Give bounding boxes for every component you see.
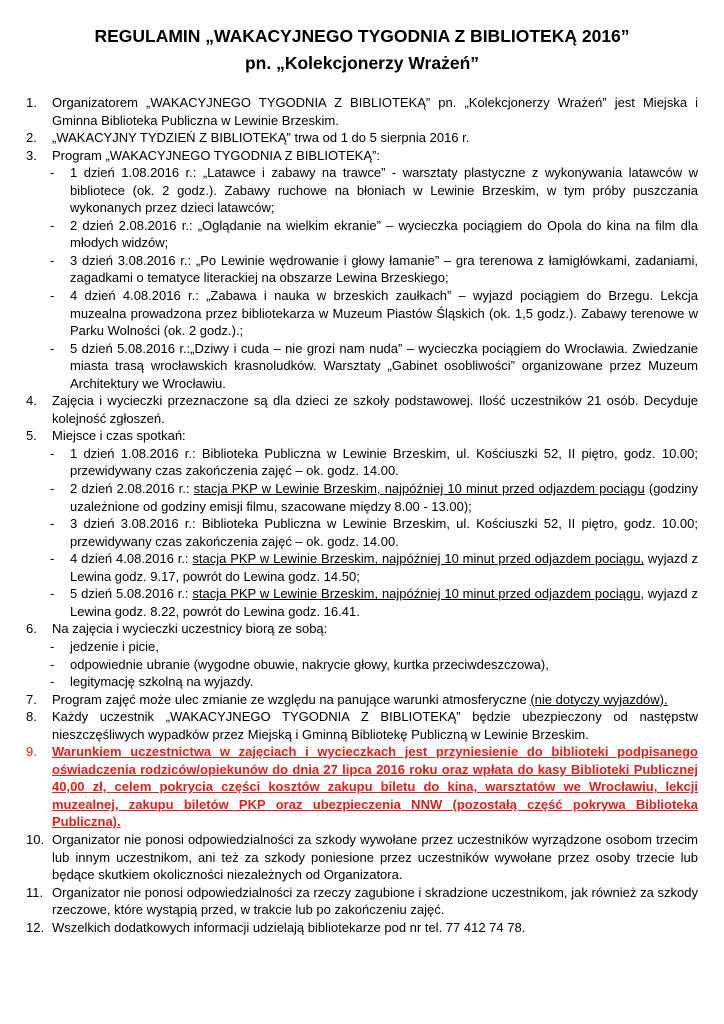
rule-number: 2. <box>26 130 37 146</box>
meeting-subitem <box>26 550 698 585</box>
rule-item <box>26 708 698 743</box>
rule-note-underlined: (nie dotyczy wyjazdów). <box>530 691 668 707</box>
rule-item <box>26 147 698 165</box>
rule-item <box>26 94 698 129</box>
rule-text: Organizatorem „WAKACYJNEGO TYGODNIA Z BIBLIOTEKĄ” pn. „Kolekcjonerzy Wrażeń” jest Miejska i Gminna Biblioteka Publiczna w Lewinie Brzeskim. <box>52 95 698 128</box>
rule-number: 8. <box>26 709 37 725</box>
rule-item <box>26 129 698 147</box>
program-subitem <box>26 287 698 340</box>
rule-item <box>26 691 698 709</box>
subitem-text: 1 dzień 1.08.2016 r.: „Latawce i zabawy na trawce” - warsztaty plastyczne z wykonywania latawców w bibliotece (ok. 2 godz.). Zabawy ruchowe na błoniach w Lewinie Brzeskim, w tym próby puszczania wykonanych przez dzieci latawców; <box>70 165 698 216</box>
subitem-text: 5 dzień 5.08.2016 r.: stacja PKP w Lewinie Brzeskim, najpóźniej 10 minut przed odjazdem pociągu, wyjazd z Lewina godz. 8.22, powrót do Lewina godz. 16.41. <box>70 586 698 619</box>
subitem-text: 2 dzień 2.08.2016 r.: „Oglądanie na wielkim ekranie” – wycieczka pociągiem do Opola do kina na film dla młodych widzów; <box>70 217 698 251</box>
rule-item <box>26 427 698 445</box>
meeting-subitem <box>26 445 698 480</box>
rule-text: Organizator nie ponosi odpowiedzialności za szkody wywołane przez uczestników wyrządzone osobom trzecim lub innym uczestnikom, ani też za szkody poniesione przez uczestników wywołane przez osoby trzecie lub będące skutkiem okoliczności niezależnych od Organizatora. <box>52 831 698 883</box>
page-title: REGULAMIN „WAKACYJNEGO TYGODNIA Z BIBLIOTEKĄ 2016” <box>94 26 630 46</box>
bring-subitem <box>26 638 698 656</box>
subitem-text: 4 dzień 4.08.2016 r.: stacja PKP w Lewinie Brzeskim, najpóźniej 10 minut przed odjazdem pociągu, wyjazd z Lewina godz. 9.17, powrót do Lewina godz. 14.50; <box>70 551 698 584</box>
rule-item-highlighted <box>26 743 698 831</box>
bullet-dash: - <box>50 656 55 672</box>
rule-item <box>26 919 698 937</box>
rule-number: 10. <box>26 831 45 847</box>
meeting-place-underlined: stacja PKP w Lewinie Brzeskim, najpóźniej 10 minut przed odjazdem pociągu, <box>192 551 645 567</box>
bullet-dash: - <box>50 340 55 356</box>
rule-number: 3. <box>26 147 37 163</box>
bullet-dash: - <box>50 516 55 532</box>
rule-text: Na zajęcia i wycieczki uczestnicy biorą ze sobą: <box>52 621 328 637</box>
bullet-dash: - <box>50 445 55 461</box>
rule-item <box>26 884 698 919</box>
rule-text: Program „WAKACYJNEGO TYGODNIA Z BIBLIOTEKĄ”: <box>52 147 380 163</box>
meeting-place-underlined: stacja PKP w Lewinie Brzeskim, najpóźniej 10 minut przed odjazdem pociągu <box>192 586 641 602</box>
bullet-dash: - <box>50 551 55 567</box>
rule-number: 7. <box>26 691 37 707</box>
bullet-dash: - <box>50 674 55 690</box>
rule-number: 6. <box>26 621 37 637</box>
rule-number: 11. <box>26 884 44 900</box>
rule-text: Wszelkich dodatkowych informacji udzielają bibliotekarze pod nr tel. 77 412 74 78. <box>52 919 526 935</box>
rule-text: Organizator nie ponosi odpowiedzialności za rzeczy zagubione i skradzione uczestnikom, jak również za szkody rzeczowe, które wystąpią przed, w trakcie lub po zakończeniu zajęć. <box>52 884 698 918</box>
rule-text: Program zajęć może ulec zmianie ze względu na panujące warunki atmosferyczne (nie dotyczy wyjazdów). <box>52 691 668 707</box>
bullet-dash: - <box>50 165 55 181</box>
subitem-text: legitymację szkolną na wyjazdy. <box>70 674 254 690</box>
bring-subitem <box>26 656 698 674</box>
subitem-text: odpowiednie ubranie (wygodne obuwie, nakrycie głowy, kurtka przeciwdeszczowa), <box>70 656 549 672</box>
subitem-text: 2 dzień 2.08.2016 r.: stacja PKP w Lewinie Brzeskim, najpóźniej 10 minut przed odjazdem pociągu (godziny uzależnione od godziny emisji filmu, szacowane między 8.00 - 13.00); <box>70 481 698 514</box>
program-subitem <box>26 217 698 252</box>
subitem-text: 3 dzień 3.08.2016 r.: Biblioteka Publiczna w Lewinie Brzeskim, ul. Kościuszki 52, II piętro, godz. 10.00; przewidywany czas zakończenia zajęć – ok. godz. 14.00. <box>70 516 698 549</box>
meeting-subitem <box>26 585 698 620</box>
rule-text-highlighted: Warunkiem uczestnictwa w zajęciach i wycieczkach jest przyniesienie do biblioteki podpisanego oświadczenia rodziców/opiekunów do dnia 27 lipca 2016 roku oraz wpłata do kasy Biblioteki Publicznej 40,00 zł, celem pokrycia części kosztów zakupu biletu do kina, warsztatów we Wrocławiu, lekcji muzealnej, zakupu biletów PKP oraz ubezpieczenia NNW (pozostałą część pokrywa Biblioteka Publiczna). <box>52 744 698 830</box>
subitem-text: 4 dzień 4.08.2016 r.: „Zabawa i nauka w brzeskich zaułkach” – wyjazd pociągiem do Brzegu. Lekcja muzealna prowadzona przez bibliotekarza w Muzeum Piastów Śląskich (ok. 1,5 godz.). Zabawy terenowe w Parku Wolności (ok. 2 godz.).; <box>70 288 698 339</box>
rule-text: Zajęcia i wycieczki przeznaczone są dla dzieci ze szkoły podstawowej. Ilość uczestników 21 osób. Decyduje kolejność zgłoszeń. <box>52 393 698 426</box>
rule-text: Miejsce i czas spotkań: <box>52 428 186 444</box>
meeting-subitem <box>26 480 698 515</box>
bullet-dash: - <box>50 638 55 654</box>
program-subitem <box>26 164 698 217</box>
rule-item <box>26 831 698 884</box>
rule-number: 9. <box>26 744 37 760</box>
rule-number: 5. <box>26 428 37 444</box>
program-subitem <box>26 340 698 393</box>
subitem-text: 3 dzień 3.08.2016 r.: „Po Lewinie wędrowanie i głowy łamanie” – gra terenowa z łamigłówkami, zadaniami, zagadkami o tematyce literackiej na obszarze Lewina Brzeskiego; <box>70 252 698 286</box>
bullet-dash: - <box>50 288 55 304</box>
rule-text: „WAKACYJNY TYDZIEŃ Z BIBLIOTEKĄ” trwa od 1 do 5 sierpnia 2016 r. <box>52 130 470 146</box>
rule-item <box>26 620 698 638</box>
meeting-place-underlined: stacja PKP w Lewinie Brzeskim, najpóźniej 10 minut przed odjazdem pociągu <box>193 481 645 497</box>
bullet-dash: - <box>50 586 55 602</box>
rule-number: 1. <box>26 95 37 110</box>
subitem-text: 1 dzień 1.08.2016 r.: Biblioteka Publiczna w Lewinie Brzeskim, ul. Kościuszki 52, II piętro, godz. 10.00; przewidywany czas zakończenia zajęć – ok. godz. 14.00. <box>70 445 698 479</box>
subitem-text: jedzenie i picie, <box>70 638 159 654</box>
rule-number: 12. <box>26 919 45 935</box>
program-subitem <box>26 252 698 287</box>
bullet-dash: - <box>50 217 55 233</box>
bullet-dash: - <box>50 252 55 268</box>
subitem-text: 5 dzień 5.08.2016 r.:„Dziwy i cuda – nie grozi nam nuda” – wycieczka pociągiem do Wrocławia. Zwiedzanie miasta trasą wrocławskich krasnoludków. Warsztaty „Gabinet osobliwości” organizowane przez Muzeum Architektury we Wrocławiu. <box>70 340 698 391</box>
page-subtitle: pn. „Kolekcjonerzy Wrażeń” <box>244 53 480 73</box>
bring-subitem <box>26 673 698 691</box>
rule-number: 4. <box>26 393 37 409</box>
meeting-subitem <box>26 515 698 550</box>
rule-item <box>26 392 698 427</box>
rule-text: Każdy uczestnik „WAKACYJNEGO TYGODNIA Z BIBLIOTEKĄ” będzie ubezpieczony od następstw nieszczęśliwych wypadków przez Miejską i Gminną Bibliotekę Publiczną w Lewinie Brzeskim. <box>52 709 698 742</box>
rules-list <box>26 94 698 936</box>
bullet-dash: - <box>50 481 55 497</box>
